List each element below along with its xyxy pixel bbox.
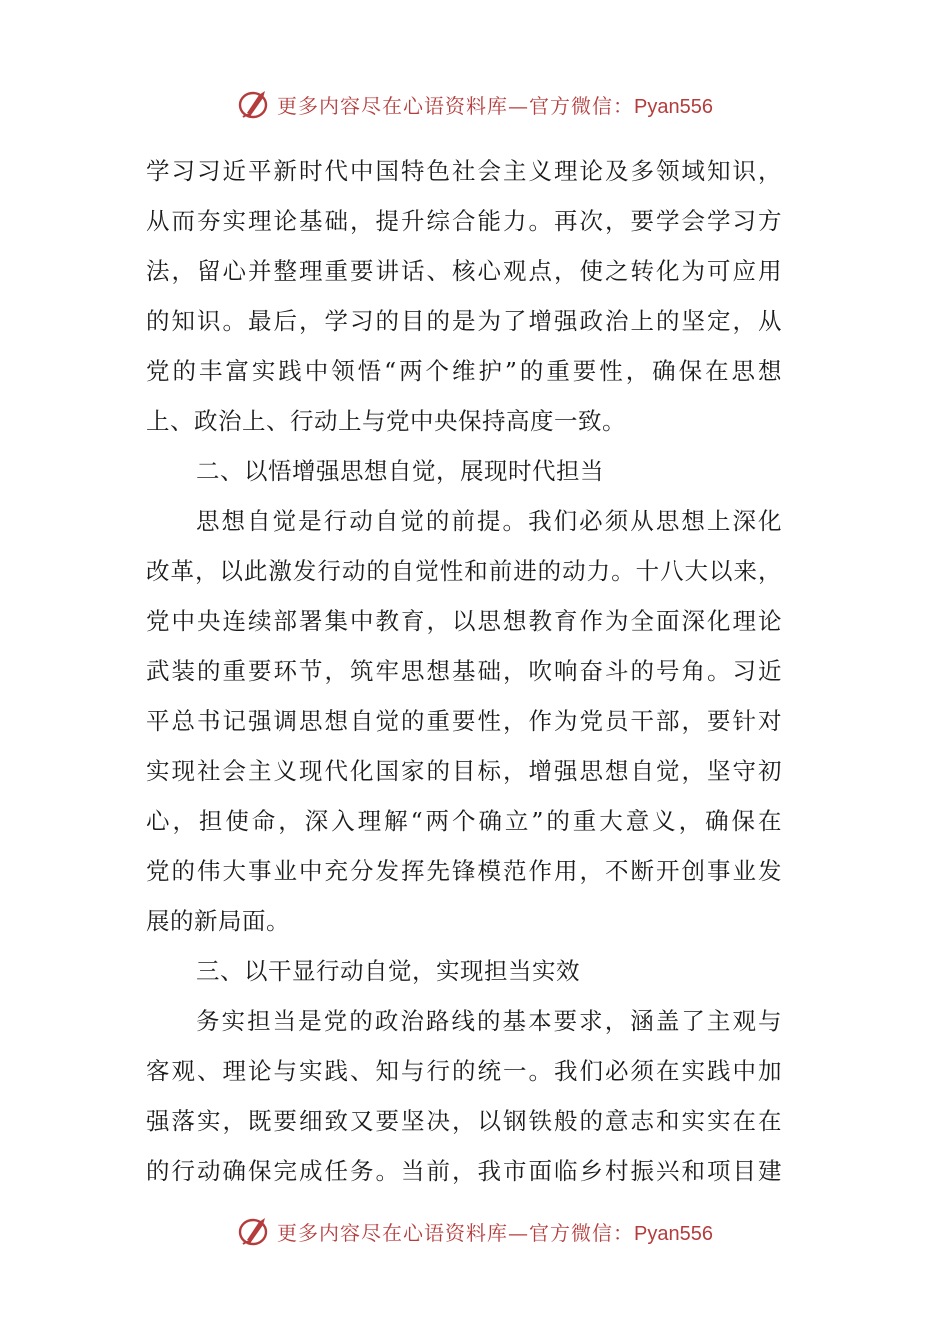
text-line: 客观、理论与实践、知与行的统一。我们必须在实践中加 [146, 1057, 782, 1085]
text-line: 党的丰富实践中领悟“两个维护”的重要性，确保在思想 [146, 357, 782, 385]
banner-text: 更多内容尽在心语资料库—官方微信：Pyan556 [277, 93, 713, 118]
header-watermark-banner [0, 84, 950, 124]
text-line: 改革，以此激发行动的自觉性和前进的动力。十八大以来， [146, 557, 782, 585]
text-line: 上、政治上、行动上与党中央保持高度一致。 [146, 407, 626, 435]
banner-text: 更多内容尽在心语资料库—官方微信：Pyan556 [277, 1220, 713, 1245]
text-line: 平总书记强调思想自觉的重要性，作为党员干部，要针对 [146, 707, 782, 735]
text-line: 二、以悟增强思想自觉，展现时代担当 [196, 457, 604, 485]
pen-nib-logo-icon [237, 87, 273, 121]
text-line: 思想自觉是行动自觉的前提。我们必须从思想上深化 [196, 507, 782, 535]
text-line: 三、以干显行动自觉，实现担当实效 [196, 957, 580, 985]
text-line: 党的伟大事业中充分发挥先锋模范作用，不断开创事业发 [146, 857, 782, 885]
pen-nib-logo-icon [237, 1214, 273, 1248]
text-line: 从而夯实理论基础，提升综合能力。再次，要学会学习方 [146, 207, 782, 235]
text-line: 实现社会主义现代化国家的目标，增强思想自觉，坚守初 [146, 757, 782, 785]
text-line: 党中央连续部署集中教育，以思想教育作为全面深化理论 [146, 607, 782, 635]
text-line: 强落实，既要细致又要坚决，以钢铁般的意志和实实在在 [146, 1107, 782, 1135]
document-body [146, 146, 782, 1196]
text-line: 的知识。最后，学习的目的是为了增强政治上的坚定，从 [146, 307, 782, 335]
text-line: 学习习近平新时代中国特色社会主义理论及多领域知识， [146, 157, 782, 185]
text-line: 务实担当是党的政治路线的基本要求，涵盖了主观与 [196, 1007, 782, 1035]
text-line: 展的新局面。 [146, 907, 290, 935]
text-line: 心，担使命，深入理解“两个确立”的重大意义，确保在 [146, 807, 782, 835]
text-line: 武装的重要环节，筑牢思想基础，吹响奋斗的号角。习近 [146, 657, 782, 685]
text-line: 法，留心并整理重要讲话、核心观点，使之转化为可应用 [146, 257, 782, 285]
text-line: 的行动确保完成任务。当前，我市面临乡村振兴和项目建 [146, 1157, 782, 1185]
footer-watermark-banner [0, 1211, 950, 1251]
